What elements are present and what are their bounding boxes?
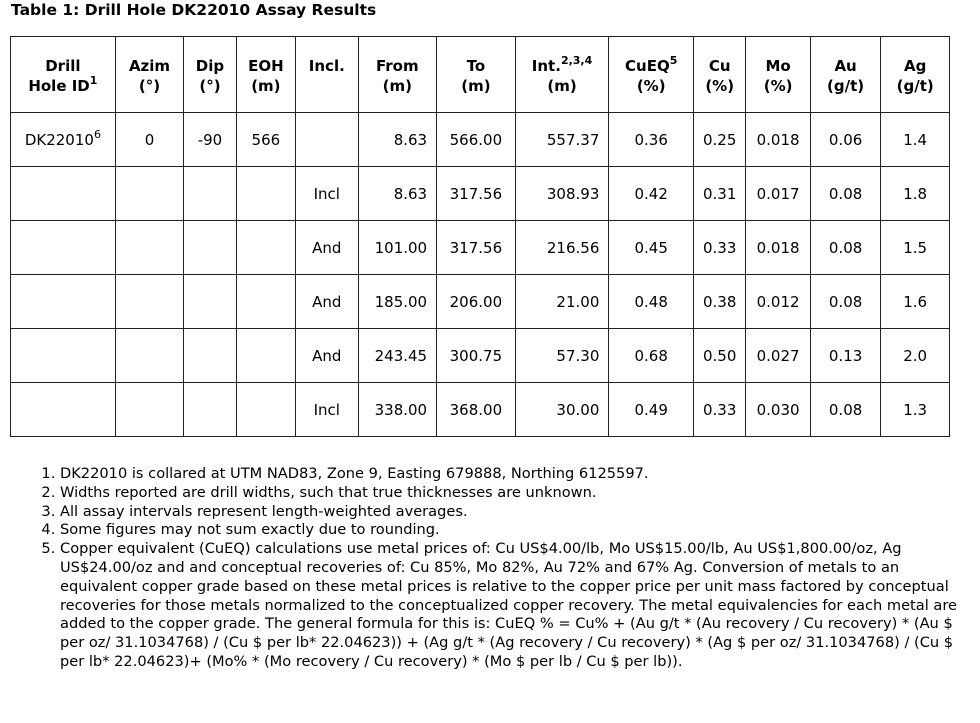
cell-azim (115, 329, 184, 383)
cell-from: 8.63 (358, 113, 437, 167)
cell-cueq: 0.42 (609, 167, 694, 221)
cell-int: 308.93 (515, 167, 609, 221)
cell-azim (115, 383, 184, 437)
header-to: To (m) (437, 37, 516, 113)
cell-mo: 0.018 (746, 113, 810, 167)
cell-incl: Incl (296, 383, 358, 437)
cell-hole-id (11, 167, 116, 221)
cell-int: 30.00 (515, 383, 609, 437)
cell-dip (184, 275, 236, 329)
cell-int: 216.56 (515, 221, 609, 275)
header-row (11, 37, 950, 113)
cell-hole-id (11, 221, 116, 275)
cell-incl: And (296, 221, 358, 275)
cell-au: 0.06 (810, 113, 881, 167)
header-cueq: CuEQ$^5$ (%) (609, 37, 694, 113)
cell-au: 0.08 (810, 383, 881, 437)
cell-hole-id (11, 383, 116, 437)
cell-eoh (236, 221, 295, 275)
cell-dip (184, 329, 236, 383)
cell-mo: 0.017 (746, 167, 810, 221)
cell-cu: 0.50 (694, 329, 746, 383)
table-row (11, 275, 950, 329)
table-row (11, 329, 950, 383)
header-au: Au (g/t) (810, 37, 881, 113)
cell-azim (115, 275, 184, 329)
cell-mo: 0.012 (746, 275, 810, 329)
header-azim: Azim (°) (115, 37, 184, 113)
cell-eoh (236, 383, 295, 437)
cell-ag: 1.6 (881, 275, 950, 329)
cell-dip (184, 221, 236, 275)
header-int: Int.$^{2,3,4}$ (m) (515, 37, 609, 113)
header-mo: Mo (%) (746, 37, 810, 113)
cell-from: 338.00 (358, 383, 437, 437)
cell-ag: 1.8 (881, 167, 950, 221)
cell-azim (115, 221, 184, 275)
cell-mo: 0.030 (746, 383, 810, 437)
cell-mo: 0.027 (746, 329, 810, 383)
header-eoh: EOH (m) (236, 37, 295, 113)
cell-ag: 1.5 (881, 221, 950, 275)
header-incl: Incl. (296, 37, 358, 113)
cell-dip (184, 167, 236, 221)
cell-hole-id (11, 329, 116, 383)
cell-azim (115, 167, 184, 221)
cell-int: 21.00 (515, 275, 609, 329)
header-drill-hole-id: Drill Hole $ID^1$ (11, 37, 116, 113)
cell-eoh (236, 167, 295, 221)
cell-ag: 2.0 (881, 329, 950, 383)
cell-to: 317.56 (437, 167, 516, 221)
cell-incl: And (296, 275, 358, 329)
cell-azim: 0 (115, 113, 184, 167)
cell-from: 8.63 (358, 167, 437, 221)
cell-au: 0.08 (810, 275, 881, 329)
header-cu: Cu (%) (694, 37, 746, 113)
footnotes-list (20, 465, 960, 672)
header-from: From (m) (358, 37, 437, 113)
cell-incl (296, 113, 358, 167)
cell-int: 557.37 (515, 113, 609, 167)
cell-int: 57.30 (515, 329, 609, 383)
cell-ag: 1.3 (881, 383, 950, 437)
cell-au: 0.08 (810, 221, 881, 275)
table-row (11, 113, 950, 167)
cell-cueq: 0.45 (609, 221, 694, 275)
cell-au: 0.13 (810, 329, 881, 383)
cell-cu: 0.33 (694, 221, 746, 275)
cell-mo: 0.018 (746, 221, 810, 275)
cell-to: 300.75 (437, 329, 516, 383)
cell-cu: 0.25 (694, 113, 746, 167)
cell-cu: 0.31 (694, 167, 746, 221)
cell-cu: 0.38 (694, 275, 746, 329)
footnote-1: 1. DK22010 is collared at UTM NAD83, Zone 9, Easting 679888, Northing 6125597. (60, 465, 960, 484)
cell-cueq: 0.36 (609, 113, 694, 167)
cell-eoh: 566 (236, 113, 295, 167)
footnote-3: 3. All assay intervals represent length-weighted averages. (60, 503, 960, 522)
cell-cueq: 0.68 (609, 329, 694, 383)
cell-au: 0.08 (810, 167, 881, 221)
cell-to: 317.56 (437, 221, 516, 275)
cell-to: 368.00 (437, 383, 516, 437)
assay-results-table (10, 36, 950, 437)
table-title: Table 1: Drill Hole DK22010 Assay Results (11, 1, 377, 19)
cell-from: 101.00 (358, 221, 437, 275)
cell-ag: 1.4 (881, 113, 950, 167)
cell-dip (184, 383, 236, 437)
table-row (11, 167, 950, 221)
cell-cueq: 0.49 (609, 383, 694, 437)
cell-eoh (236, 329, 295, 383)
table-row (11, 383, 950, 437)
header-ag: Ag (g/t) (881, 37, 950, 113)
cell-incl: Incl (296, 167, 358, 221)
header-dip: Dip (°) (184, 37, 236, 113)
footnote-2: 2. Widths reported are drill widths, such that true thicknesses are unknown. (60, 484, 960, 503)
cell-cueq: 0.48 (609, 275, 694, 329)
cell-incl: And (296, 329, 358, 383)
footnote-4: 4. Some figures may not sum exactly due to rounding. (60, 521, 960, 540)
cell-from: 185.00 (358, 275, 437, 329)
cell-to: 206.00 (437, 275, 516, 329)
cell-from: 243.45 (358, 329, 437, 383)
cell-to: 566.00 (437, 113, 516, 167)
cell-cu: 0.33 (694, 383, 746, 437)
cell-dip: -90 (184, 113, 236, 167)
table-row (11, 221, 950, 275)
cell-hole-id: DK22010$^6$ (11, 113, 116, 167)
cell-eoh (236, 275, 295, 329)
cell-hole-id (11, 275, 116, 329)
footnote-5: 5. Copper equivalent (CuEQ) calculations use metal prices of: Cu US$4.00/lb, Mo US$15.00/lb, Au US$1,800.00/oz, Ag US$24.00/oz and and conceptual recoveries of: Cu 85%, Mo 82%, Au 72% and 67% Ag. Conversion of metals to an equivalent copper grade based on these metal prices is relative to the copper price per unit mass factored by conceptual recoveries for those metals normalized to the conceptualized copper recovery. The metal equivalencies for each metal are added to the copper grade. The general formula for this is: CuEQ % = Cu% + (Au g/t * (Au recovery / Cu recovery) * (Au $ per oz/ 31.1034768) / (Cu $ per lb* 22.04623)) + (Ag g/t * (Ag recovery / Cu recovery) * (Ag $ per oz/ 31.1034768) / (Cu $ per lb* 22.04623)+ (Mo% * (Mo recovery / Cu recovery) * (Mo $ per lb / Cu $ per lb)). (60, 540, 960, 672)
